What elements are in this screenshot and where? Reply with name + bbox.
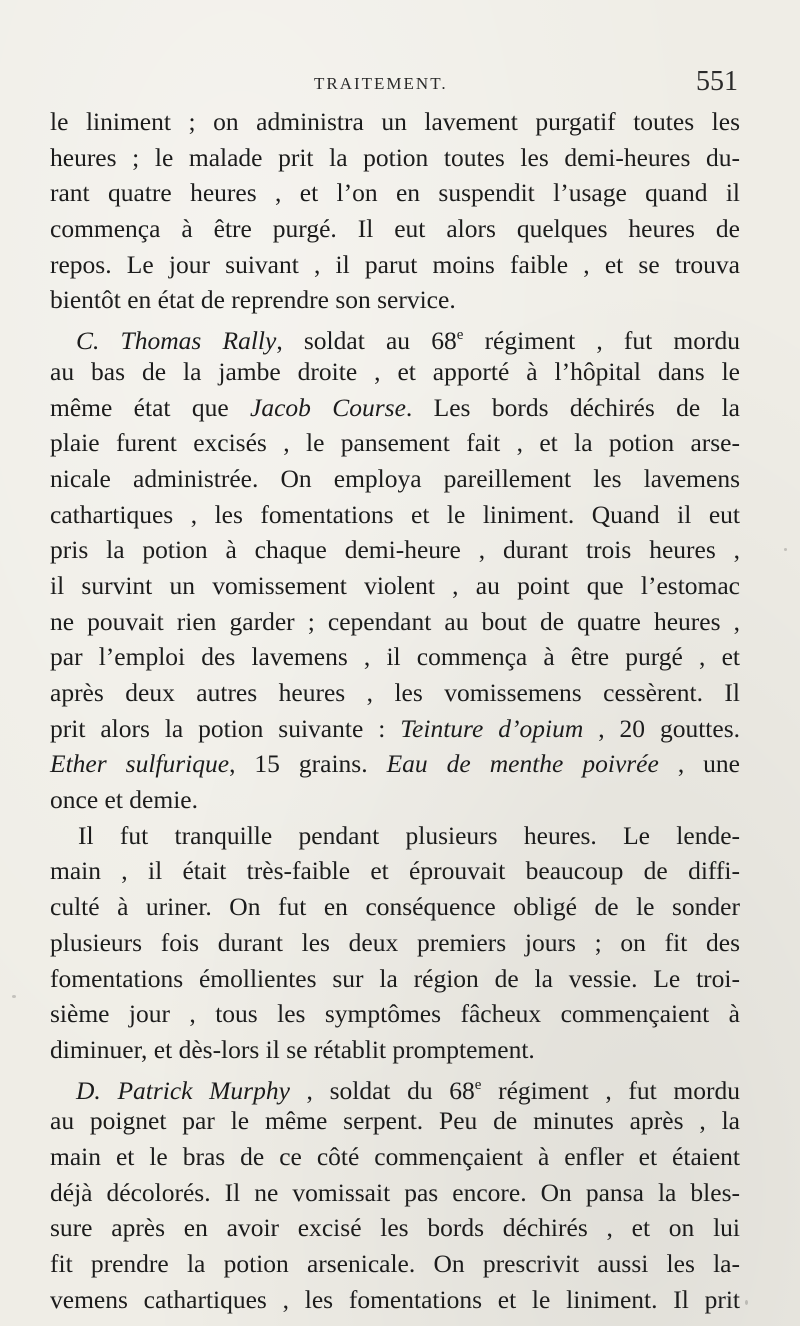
text-run: . Les bords déchirés de la xyxy=(405,392,740,422)
text-line xyxy=(50,140,740,176)
text-line xyxy=(50,1068,740,1104)
text-line xyxy=(50,1032,740,1068)
superscript: e xyxy=(474,1076,482,1093)
text-run: par l’emploi des lavemens , il commença à être purgé , et xyxy=(50,642,740,672)
italic-text: Teinture d’opium xyxy=(400,713,584,743)
running-title: TRAITEMENT. xyxy=(314,74,448,93)
text-run: régiment , fut mordu xyxy=(463,326,741,356)
page-header xyxy=(52,68,738,108)
text-line xyxy=(50,1175,740,1211)
text-line xyxy=(50,425,740,461)
text-run: fit prendre la potion arsenicale. On prescrivit aussi les la- xyxy=(50,1249,740,1278)
text-line xyxy=(50,282,740,318)
text-run: rant quatre heures , et l’on en suspendit l’usage quand il xyxy=(50,178,740,208)
italic-text: Ether sulfurique xyxy=(50,749,230,779)
text-run: nicale administrée. On employa pareillement les lavemens xyxy=(50,463,740,493)
text-line xyxy=(50,961,740,997)
text-line xyxy=(50,104,740,140)
print-speck xyxy=(784,548,787,551)
text-run: ne pouvait rien garder ; cependant au bout de quatre heures , xyxy=(50,606,740,636)
text-run: après deux autres heures , les vomissemens cessèrent. Il xyxy=(50,678,740,707)
text-line xyxy=(50,711,740,747)
text-line xyxy=(50,175,740,211)
print-speck xyxy=(745,1300,748,1305)
text-line xyxy=(50,1139,740,1175)
text-line xyxy=(50,853,740,889)
text-line xyxy=(50,532,740,568)
text-run: main , il était très-faible et éprouvait beaucoup de diffi- xyxy=(50,856,740,886)
text-run: plaie furent excisés , le pansement fait , et la potion arse- xyxy=(50,428,740,458)
text-line xyxy=(50,782,740,818)
text-run: heures ; le malade prit la potion toutes les demi-heures du- xyxy=(50,142,740,172)
text-line xyxy=(50,461,740,497)
text-run: le liniment ; on administra un lavement purgatif toutes les xyxy=(50,107,740,136)
text-run: fomentations émollientes sur la région de la vessie. Le troi- xyxy=(50,963,740,993)
text-run: même état que xyxy=(50,392,250,422)
text-line xyxy=(50,925,740,961)
text-run: bientôt en état de reprendre son service. xyxy=(50,285,456,315)
text-line xyxy=(50,318,740,354)
text-line xyxy=(50,1103,740,1139)
italic-text: Jacob Course xyxy=(250,392,406,422)
text-line xyxy=(50,818,740,854)
text-run: sure après en avoir excisé les bords déchirés , et on lui xyxy=(50,1213,740,1243)
text-run: diminuer, et dès-lors il se rétablit promptement. xyxy=(50,1034,535,1064)
text-run: prit alors la potion suivante : xyxy=(50,713,401,743)
text-line xyxy=(50,211,740,247)
text-run: , soldat du 68 xyxy=(289,1075,475,1105)
text-run: pris la potion à chaque demi-heure , durant trois heures , xyxy=(50,535,740,565)
text-run: repos. Le jour suivant , il parut moins faible , et se trouva xyxy=(50,249,740,279)
text-run: au poignet par le même serpent. Peu de minutes après , la xyxy=(50,1106,740,1136)
text-line xyxy=(50,1282,740,1318)
text-line xyxy=(50,996,740,1032)
italic-text: Eau de menthe poivrée xyxy=(386,749,659,779)
text-run: il survint un vomissement violent , au point que l’estomac xyxy=(50,570,740,600)
text-line xyxy=(50,639,740,675)
body-text xyxy=(50,104,740,1317)
text-line xyxy=(50,497,740,533)
text-line xyxy=(50,604,740,640)
text-run: culté à uriner. On fut en conséquence obligé de le sonder xyxy=(50,892,740,922)
text-run: Il fut tranquille pendant plusieurs heures. Le lende- xyxy=(78,820,740,850)
text-run: déjà décolorés. Il ne vomissait pas encore. On pansa la bles- xyxy=(50,1177,740,1207)
print-speck xyxy=(12,995,16,998)
text-line xyxy=(50,1246,740,1282)
italic-text: D. Patrick Murphy xyxy=(76,1075,290,1105)
text-run: commença à être purgé. Il eut alors quelques heures de xyxy=(50,214,740,244)
text-run: plusieurs fois durant les deux premiers jours ; on fit des xyxy=(50,927,740,957)
text-line xyxy=(50,568,740,604)
text-line xyxy=(50,247,740,283)
text-line xyxy=(50,390,740,426)
text-line xyxy=(50,354,740,390)
page-number: 551 xyxy=(696,66,738,97)
text-run: , 15 grains. xyxy=(229,749,387,779)
text-run: , une xyxy=(658,749,740,779)
text-run: , 20 gouttes. xyxy=(583,713,740,743)
text-run: régiment , fut mordu xyxy=(481,1075,740,1105)
text-run: cathartiques , les fomentations et le liniment. Quand il eut xyxy=(50,499,740,529)
text-run: vemens cathartiques , les fomentations et le liniment. Il prit xyxy=(50,1284,740,1314)
italic-text: C. Thomas Rally xyxy=(76,326,277,356)
text-run: au bas de la jambe droite , et apporté à l’hôpital dans le xyxy=(50,356,740,386)
text-line xyxy=(50,675,740,711)
text-run: , soldat au 68 xyxy=(276,326,457,356)
text-run: sième jour , tous les symptômes fâcheux commençaient à xyxy=(50,999,740,1029)
text-line xyxy=(50,889,740,925)
text-line xyxy=(50,746,740,782)
text-line xyxy=(50,1210,740,1246)
superscript: e xyxy=(456,327,464,344)
text-run: once et demie. xyxy=(50,785,198,815)
text-run: main et le bras de ce côté commençaient à enfler et étaient xyxy=(50,1141,740,1171)
